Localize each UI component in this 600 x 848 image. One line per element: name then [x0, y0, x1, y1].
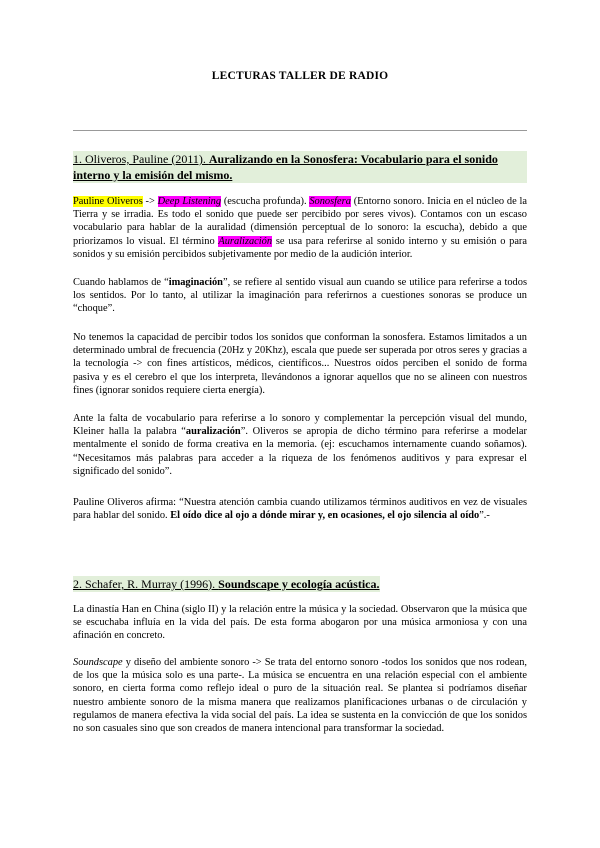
bold-term: auralización: [185, 426, 241, 438]
horizontal-divider: [73, 130, 527, 131]
text-span: ”.-: [479, 510, 490, 522]
italic-term: Soundscape: [73, 657, 123, 668]
auralizacion-highlight: Auralización: [218, 235, 273, 247]
paragraph-cita-oliveros: [73, 496, 527, 522]
arrow-text: ->: [142, 196, 158, 207]
bold-term: imaginación: [168, 277, 223, 288]
paragraph-imaginacion: [73, 276, 527, 316]
text-span: se usa para referirse al sonido interno y su emisión o para sonidos y su emisión percibidos subjetivamente por medio de la audición interior.: [73, 235, 528, 260]
paragraph-umbral: No tenemos la capacidad de percibir todos los sonidos que conforman la sonosfera. Estamos limitados a un determinado umbral de frecuencia (20Hz y 20Khz), escala que puede ser superada por otros seres y gracias a la tecnología -> con fines artísticos, médicos, científicos... Nuestros oídos perciben el sonido de forma pasiva y es el cerebro el que los interpreta, llevándonos a ignorar aquellos que no se alineen con nuestros fines (ignorar sonidos requiere cierta energía).: [73, 332, 527, 396]
text-span: Pauline Oliveros afirma: “Nuestra atención cambia cuando utilizamos términos auditivos en vez de visuales para hablar del sonido.: [73, 497, 527, 522]
section-title: Auralizando en la Sonosfera: Vocabulario para el sonido interno y la emisión del mismo.: [73, 152, 498, 182]
document-title: LECTURAS TALLER DE RADIO: [211, 70, 389, 82]
paragraph-dinastia-han: La dinastía Han en China (siglo II) y la relación entre la música y la sociedad. Observaron que la música que se escuchaba influía en la vida del país. De esta forma abogaron por una música armoniosa y con una afinación en concreto.: [73, 604, 527, 642]
section-heading-2: [73, 576, 380, 592]
paragraph-auralizacion: [73, 412, 527, 478]
section-number: 1.: [73, 152, 82, 166]
deep-listening-highlight: Deep Listening: [157, 196, 222, 207]
section-reference: Oliveros, Pauline (2011).: [82, 152, 209, 166]
sonosfera-highlight: Sonosfera: [309, 196, 351, 207]
text-span: ”. Oliveros se apropia de dicho término para referirse a modelar mentalmente el sonido de forma creativa en la memoria. (ej: escuchamos internamente cuando soñamos). “Necesitamos más palabras para acceder a la riqueza de los fenómenos auditivos y para expresar el significado del sonido”.: [73, 426, 527, 477]
bold-quote: El oído dice al ojo a dónde mirar y, en ocasiones, el ojo silencia al oído: [170, 510, 480, 522]
text-span: Cuando hablamos de “: [73, 277, 169, 288]
text-span: (escucha profunda).: [221, 196, 310, 207]
text-span: y diseño del ambiente sonoro -> Se trata del entorno sonoro -todos los sonidos que nos rodean, de los que la música solo es una parte-. La música se encuentra en una relación especial con el ambiente sonoro, en cierta forma como reflejo ideal o puro de la situación real. Se plantea si podríamos diseñar nuestro ambiente sonoro de la misma manera que realizamos planificaciones urbanas o de circulación y regulamos de manera efectiva la vida social del país. La idea se sustenta en la convicción de que los sonidos no son casuales sino que son creados de manera intencional para transformar la sociedad.: [73, 657, 527, 735]
paragraph-soundscape: [73, 656, 527, 735]
text-span: Ante la falta de vocabulario para referirse a lo sonoro y complementar la percepción visual del mundo, Kleiner halla la palabra “: [73, 413, 527, 438]
text-span: ”, se refiere al sentido visual aun cuando se utilice para referirse a todos los sentidos. Por lo tanto, al utilizar la imaginación para referirnos a cuestiones sonoras se produce un “choque”.: [73, 277, 527, 315]
section-reference: Schafer, R. Murray (1996).: [82, 577, 219, 591]
text-span: (Entorno sonoro. Inicia en el núcleo de la Tierra y se irradia. Es todo el sonido que puede ser percibido por seres vivos). Contamos con un escaso vocabulario para hablar de la auralidad (dimensión perceptual de lo sonoro: la escucha), debido a que priorizamos lo visual. El término: [73, 196, 528, 247]
section-number: 2.: [73, 577, 82, 591]
section-heading-1: [73, 151, 527, 183]
paragraph-sonosfera: [73, 195, 527, 261]
author-name-highlight: Pauline Oliveros: [73, 196, 143, 207]
section-title: Soundscape y ecología acústica.: [218, 577, 380, 591]
